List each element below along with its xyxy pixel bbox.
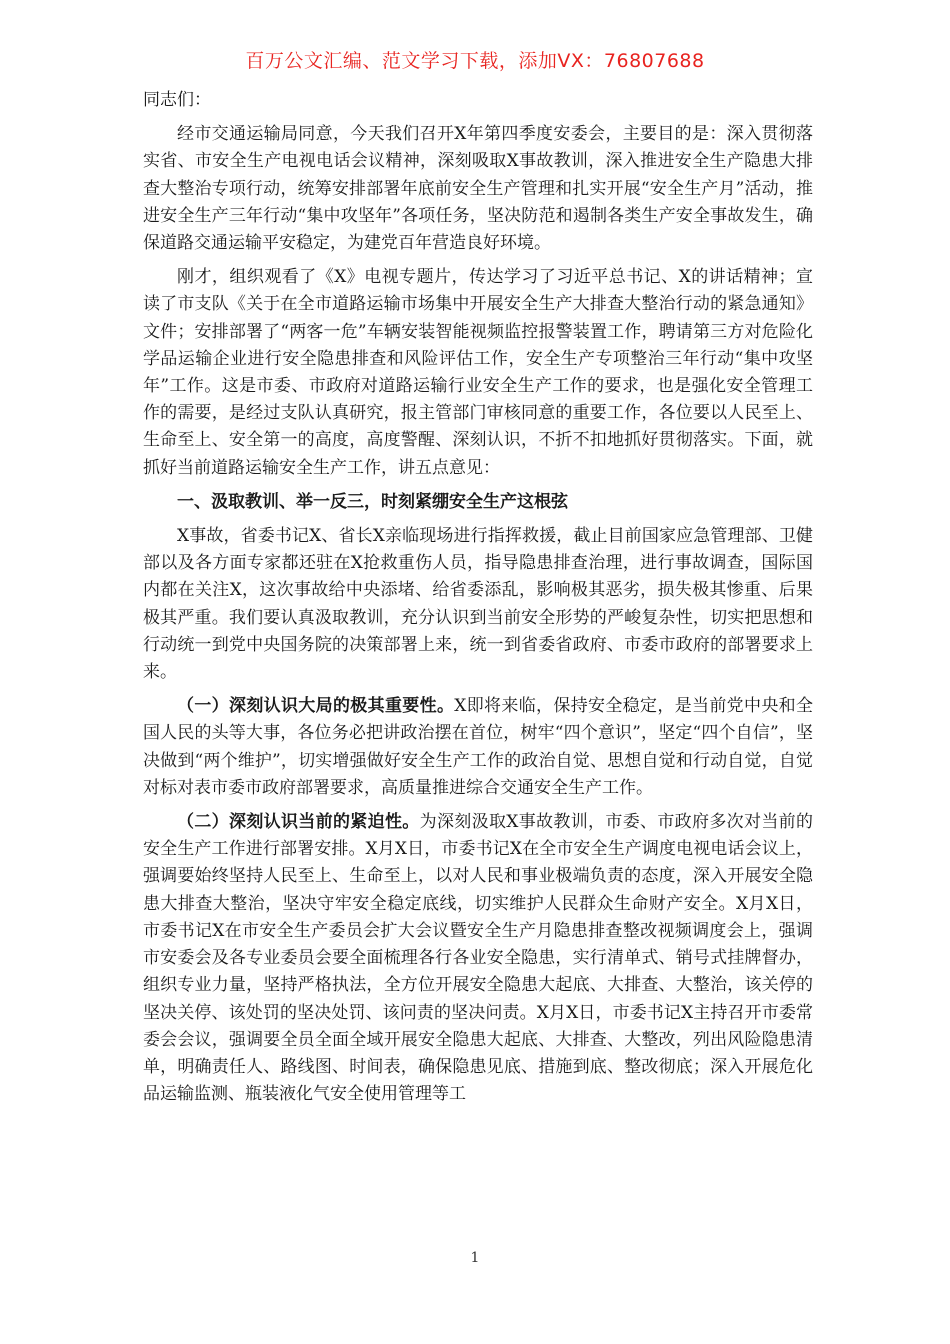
point-1: [143, 693, 813, 802]
point-2-body: 为深刻汲取X事故教训，市委、市政府多次对当前的安全生产工作进行部署安排。X月X日，市委书记X在全市安全生产调度电视电话会议上，强调要始终坚持人民至上、生命至上，以对人民和事业极端负责的态度，深入开展安全隐患大排查大整治，坚决守牢安全稳定底线，切实维护人民群众生命财产安全。X月X日，市委书记X在市安全生产委员会扩大会议暨安全生产月隐患排查整改视频调度会上，强调市安委会及各专业委员会要全面梳理各行各业安全隐患，实行清单式、销号式挂牌督办，组织专业力量，坚持严格执法，全方位开展安全隐患大起底、大排查、大整治，该关停的坚决关停、该处罚的坚决处罚、该问责的坚决问责。X月X日，市委书记X主持召开市委常委会会议，强调要全员全面全域开展安全隐患大起底、大排查、大整改，列出风险隐患清单，明确责任人、路线图、时间表，确保隐患见底、措施到底、整改彻底；深入开展危化品运输监测、瓶装液化气安全使用管理等工: [143, 812, 813, 1105]
page-number: 1: [470, 1250, 480, 1266]
point-1-lead: （一）深刻认识大局的极其重要性。: [177, 696, 455, 717]
paragraph-summary: 刚才，组织观看了《X》电视专题片，传达学习了习近平总书记、X的讲话精神；宣读了市支队《关于在全市道路运输市场集中开展安全生产大排查大整治行动的紧急通知》文件；安排部署了“两客一危”车辆安装智能视频监控报警装置工作，聘请第三方对危险化学品运输企业进行安全隐患排查和风险评估工作，安全生产专项整治三年行动“集中攻坚年”工作。这是市委、市政府对道路运输行业安全生产工作的要求，也是强化安全管理工作的需要，是经过支队认真研究，报主管部门审核同意的重要工作，各位要以人民至上、生命至上、安全第一的高度，高度警醒、深刻认识，不折不扣地抓好贯彻落实。下面，就抓好当前道路运输安全生产工作，讲五点意见：: [143, 267, 813, 478]
header-banner: 百万公文汇编、范文学习下载，添加VX：76807688: [245, 50, 705, 72]
salutation: 同志们：: [143, 90, 211, 110]
paragraph-opening: 经市交通运输局同意，今天我们召开X年第四季度安委会，主要目的是：深入贯彻落实省、市安全生产电视电话会议精神，深刻吸取X事故教训，深入推进安全生产隐患大排查大整治专项行动，统筹安排部署年底前安全生产管理和扎实开展“安全生产月”活动，推进安全生产三年行动“集中攻坚年”各项任务，坚决防范和遏制各类生产安全事故发生，确保道路交通运输平安稳定，为建党百年营造良好环境。: [143, 124, 813, 254]
section-heading-1: 一、汲取教训、举一反三，时刻紧绷安全生产这根弦: [177, 491, 568, 512]
point-2: [143, 809, 813, 1108]
document-body: [143, 87, 813, 1115]
point-2-lead: （二）深刻认识当前的紧迫性。: [177, 812, 420, 833]
section-intro: X事故，省委书记X、省长X亲临现场进行指挥救援，截止目前国家应急管理部、卫健部以及各方面专家都还驻在X抢救重伤人员，指导隐患排查治理，进行事故调查，国际国内都在关注X，这次事故给中央添堵、给省委添乱，影响极其恶劣，损失极其惨重、后果极其严重。我们要认真汲取教训，充分认识到当前安全形势的严峻复杂性，切实把思想和行动统一到党中央国务院的决策部署上来，统一到省委省政府、市委市政府的部署要求上来。: [143, 526, 813, 683]
point-1-body: X即将来临，保持安全稳定，是当前党中央和全国人民的头等大事，各位务必把讲政治摆在首位，树牢“四个意识”，坚定“四个自信”，坚决做到“两个维护”，切实增强做好安全生产工作的政治自觉、思想自觉和行动自觉，自觉对标对表市委市政府部署要求，高质量推进综合交通安全生产工作。: [143, 696, 814, 798]
